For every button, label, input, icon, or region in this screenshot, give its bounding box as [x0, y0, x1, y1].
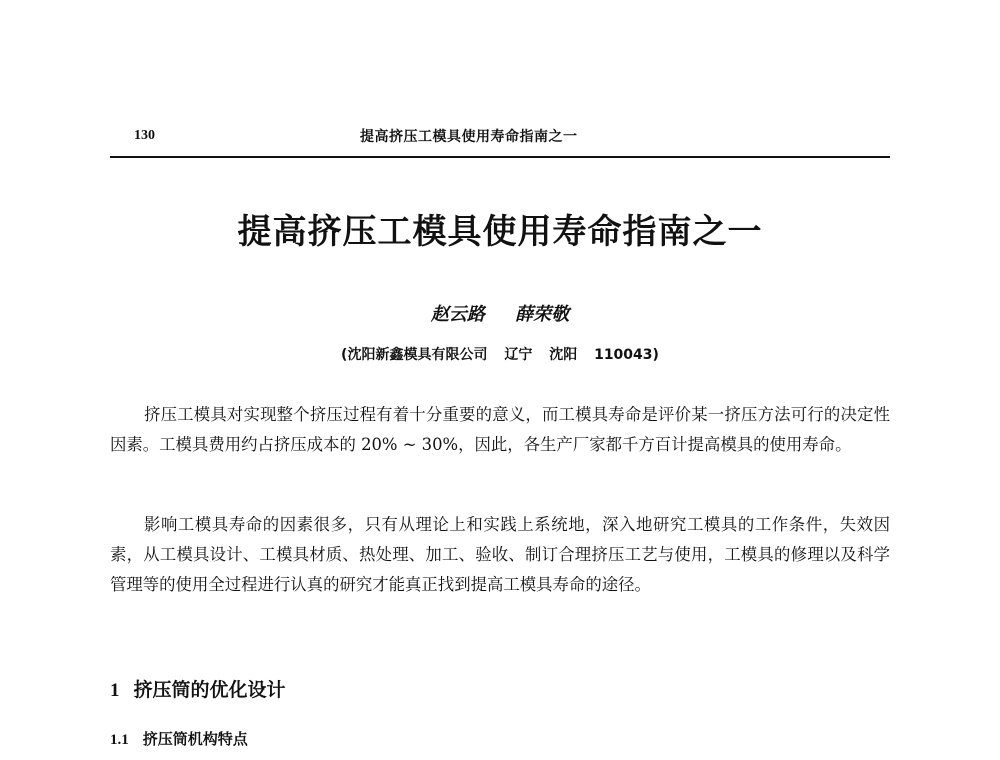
body-paragraph: 挤压工模具对实现整个挤压过程有着十分重要的意义，而工模具寿命是评价某一挤压方法可行的决定性因素。工模具费用约占挤压成本的 20% ~ 30%，因此，各生产厂家都千方百计提高模具的使用寿命。	[110, 405, 890, 454]
section-number: 1	[110, 680, 120, 701]
affiliation-organization: (沈阳新鑫模具有限公司	[341, 347, 488, 363]
body-paragraph: 影响工模具寿命的因素很多，只有从理论上和实践上系统地，深入地研究工模具的工作条件，失效因素，从工模具设计、工模具材质、热处理、加工、验收、制订合理挤压工艺与使用，工模具的修理以及科学管理等的使用全过程进行认真的研究才能真正找到提高工模具寿命的途径。	[110, 515, 890, 594]
affiliation-city: 沈阳	[549, 347, 578, 363]
running-title: 提高挤压工模具使用寿命指南之一	[360, 129, 578, 145]
author-list	[0, 300, 1000, 326]
author-name: 薛荣敬	[515, 304, 570, 325]
subsection-title: 挤压筒机构特点	[142, 730, 248, 748]
section-title: 挤压筒的优化设计	[133, 679, 286, 701]
page-number: 130	[134, 128, 155, 143]
article-title: 提高挤压工模具使用寿命指南之一	[237, 212, 763, 252]
affiliation	[0, 344, 1000, 364]
page-header	[110, 122, 890, 158]
affiliation-province: 辽宁	[504, 347, 533, 363]
author-name: 赵云路	[430, 304, 485, 325]
subsection-heading	[110, 728, 248, 749]
subsection-number: 1.1	[110, 732, 129, 748]
affiliation-postcode: 110043)	[594, 347, 659, 363]
section-heading	[110, 675, 286, 702]
